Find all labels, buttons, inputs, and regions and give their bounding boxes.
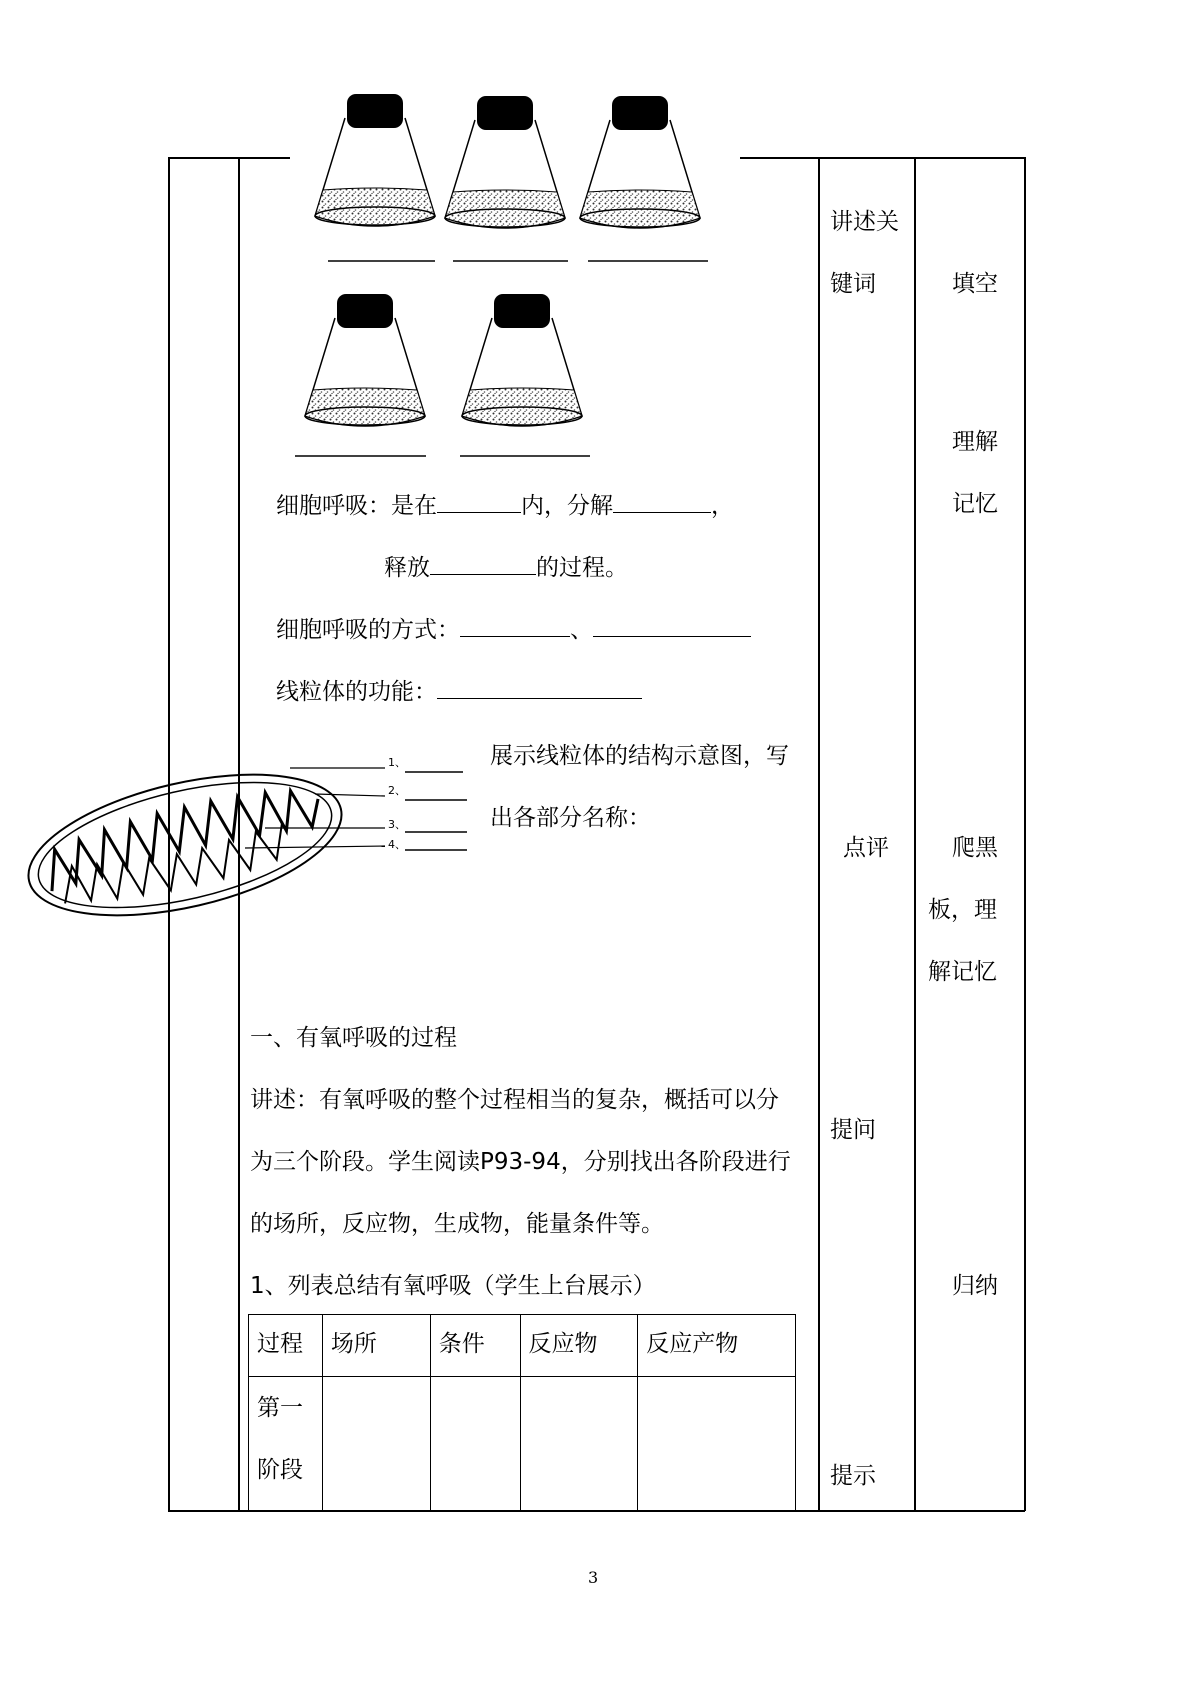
respiration-definition-line1: 细胞呼吸：是在 内，分解 ， [276, 490, 734, 520]
table-caption: 1、列表总结有氧呼吸（学生上台展示） [250, 1273, 656, 1299]
frame-right [1024, 157, 1026, 1511]
aerobic-process-table [248, 1314, 796, 1512]
section-heading: 一、有氧呼吸的过程 [250, 1025, 457, 1051]
table-header-product: 反应产物 [638, 1315, 796, 1377]
student-note-7: 归纳 [952, 1273, 998, 1299]
table-header-site: 场所 [322, 1315, 430, 1377]
mito-label-4: 4、 [388, 838, 406, 851]
mito-label-1: 1、 [388, 756, 406, 769]
student-note-4: 爬黑 [952, 835, 998, 861]
respiration-modes: 细胞呼吸的方式： 、 [276, 614, 751, 644]
teacher-note-3: 点评 [843, 835, 889, 861]
table-header-condition: 条件 [430, 1315, 520, 1377]
teacher-note-1: 讲述关 [830, 209, 899, 235]
flask-icon-5 [462, 294, 582, 426]
student-note-2: 理解 [952, 429, 998, 455]
table-header-reactant: 反应物 [520, 1315, 638, 1377]
mito-instruction-line2: 出各部分名称： [490, 805, 651, 831]
flask-icon-1 [315, 94, 435, 226]
respiration-definition-line2: 释放 的过程。 [384, 552, 628, 582]
frame-col4 [914, 157, 916, 1511]
table-cell [520, 1377, 638, 1512]
mito-label-3: 3、 [388, 818, 406, 831]
section-para-line2: 为三个阶段。学生阅读P93-94，分别找出各阶段进行 [250, 1149, 791, 1175]
teacher-note-2: 键词 [830, 271, 876, 297]
table-cell [638, 1377, 796, 1512]
frame-top-right [740, 157, 1025, 159]
mito-instruction-line1: 展示线粒体的结构示意图，写 [490, 743, 789, 769]
flask-icon-3 [580, 96, 700, 228]
student-note-5: 板，理 [928, 897, 997, 923]
flasks-illustration [290, 90, 750, 470]
student-note-6: 解记忆 [928, 959, 997, 985]
table-row-stage1-label: 第一 阶段 [249, 1377, 323, 1512]
flask-icon-2 [445, 96, 565, 228]
frame-top-left [168, 157, 290, 159]
mito-label-2: 2、 [388, 784, 406, 797]
table-cell [430, 1377, 520, 1512]
table-header-process: 过程 [249, 1315, 323, 1377]
teacher-note-4: 提问 [830, 1117, 876, 1143]
mitochondrion-diagram [15, 750, 475, 940]
frame-col3 [818, 157, 820, 1511]
table-cell [322, 1377, 430, 1512]
student-note-1: 填空 [952, 271, 998, 297]
page-number: 3 [588, 1568, 599, 1587]
teacher-note-5: 提示 [830, 1463, 876, 1489]
mito-function: 线粒体的功能： [276, 676, 642, 706]
student-note-3: 记忆 [952, 491, 998, 517]
flask-icon-4 [305, 294, 425, 426]
section-para-line3: 的场所，反应物，生成物，能量条件等。 [250, 1211, 664, 1237]
section-para-line1: 讲述：有氧呼吸的整个过程相当的复杂，概括可以分 [250, 1087, 779, 1113]
